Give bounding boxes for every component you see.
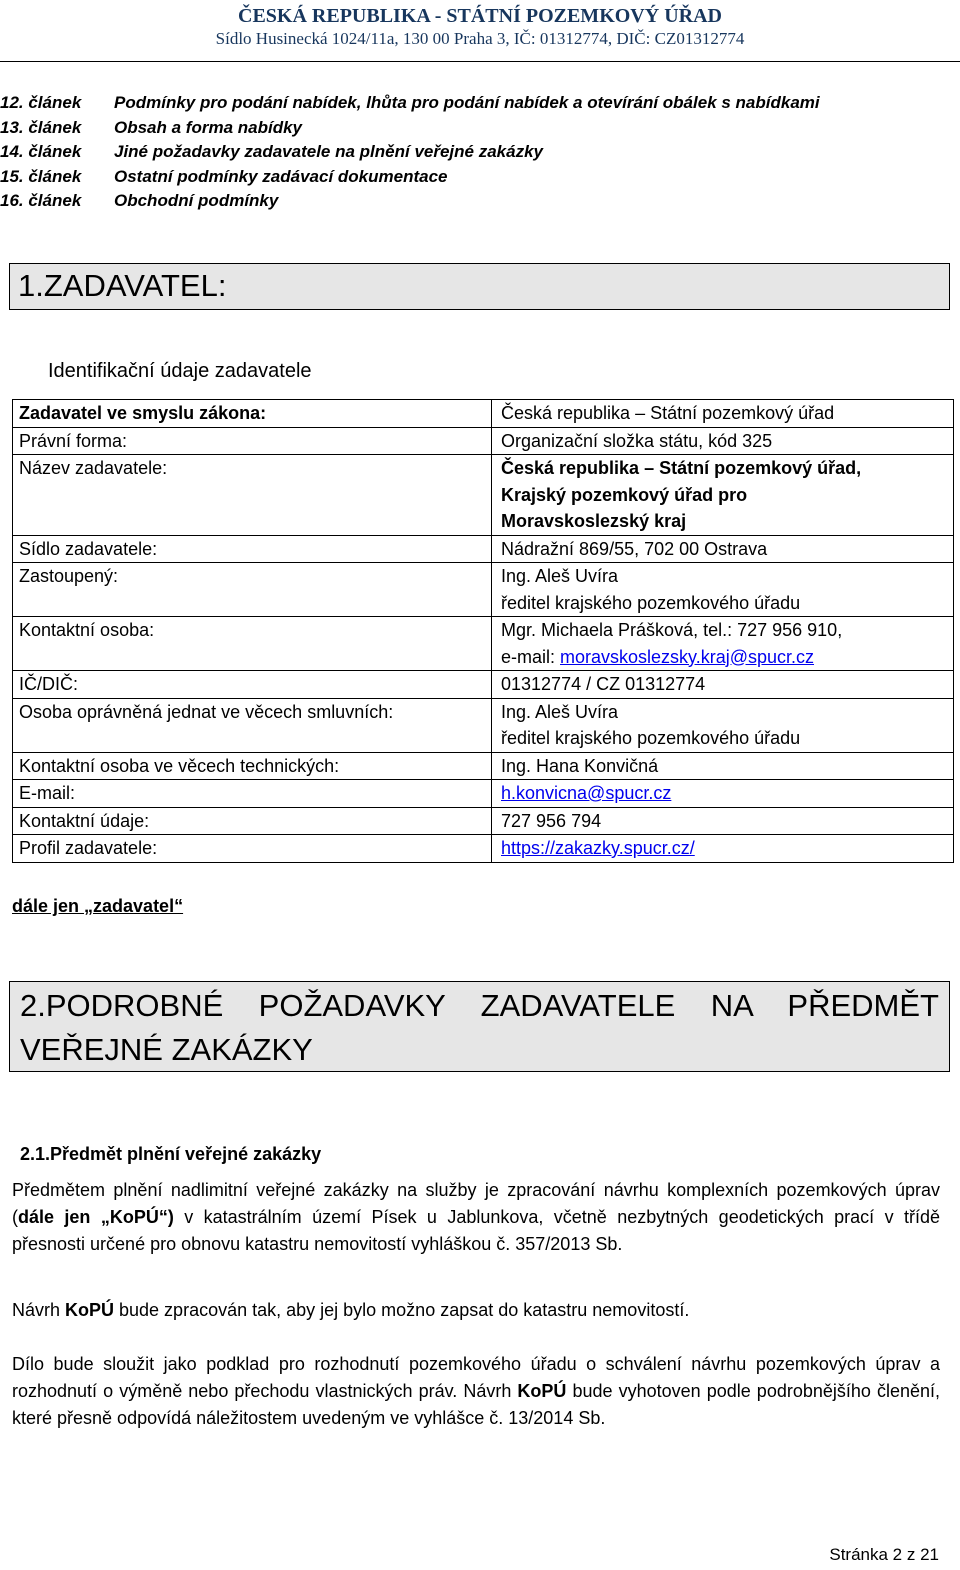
table-of-contents [0,91,960,214]
table-row [13,807,954,835]
row-label: Sídlo zadavatele: [13,535,492,563]
row-label: Kontaktní osoba: [13,617,492,671]
row-value [492,780,954,808]
table-row [13,780,954,808]
row-value: Česká republika – Státní pozemkový úřad [492,400,954,428]
toc-number: 16. článek [0,191,82,211]
paragraph-design [12,1297,940,1324]
value-line: Krajský pozemkový úřad pro [501,484,748,505]
row-label: Kontaktní osoba ve věcech technických: [13,752,492,780]
header-title: ČESKÁ REPUBLIKA - STÁTNÍ POZEMKOVÝ ÚŘAD [238,5,722,27]
table-row [13,752,954,780]
table-row [13,698,954,752]
contracting-authority-table [12,399,954,863]
header-divider [0,61,960,62]
paragraph-purpose [12,1351,940,1432]
text-run: Návrh [12,1300,66,1320]
toc-item [0,140,960,165]
value-line: ředitel krajského pozemkového úřadu [501,592,801,613]
row-value [492,698,954,752]
value-line: Česká republika – Státní pozemkový úřad, [501,458,862,478]
row-label: Zastoupený: [13,563,492,617]
row-value [492,835,954,863]
toc-text: Ostatní podmínky zadávací dokumentace [114,166,448,186]
row-label: Právní forma: [13,427,492,455]
row-value [492,563,954,617]
page-header [0,0,960,50]
table-row [13,400,954,428]
toc-item [0,116,960,141]
row-label: Zadavatel ve smyslu zákona: [13,400,492,428]
toc-text: Podmínky pro podání nabídek, lhůta pro podání nabídek a otevírání obálek s nabídkami [114,93,820,112]
section-1-heading [9,263,950,310]
table-row [13,535,954,563]
row-value [492,617,954,671]
profile-link[interactable]: https://zakazky.spucr.cz/ [501,838,695,858]
identification-subheading: Identifikační údaje zadavatele [48,360,312,382]
page-number: Stránka 2 z 21 [829,1545,939,1564]
toc-text: Obchodní podmínky [114,191,279,211]
table-row [13,835,954,863]
row-value: Organizační složka státu, kód 325 [492,427,954,455]
technical-email-link[interactable]: h.konvicna@spucr.cz [501,783,672,803]
text-run: bude zpracován tak, aby jej bylo možno zapsat do katastru nemovitostí. [114,1300,690,1320]
header-address: Sídlo Husinecká 1024/11a, 130 00 Praha 3, IČ: 01312774, DIČ: CZ01312774 [215,29,745,48]
text-run-bold: KoPÚ [65,1300,115,1320]
value-line: Moravskoslezský kraj [501,511,687,531]
toc-number: 12. článek [0,93,82,112]
row-label: E-mail: [13,780,492,808]
row-label: Název zadavatele: [13,455,492,536]
toc-item [0,91,960,116]
value-line: ředitel krajského pozemkového úřadu [501,728,801,748]
row-label: Kontaktní údaje: [13,807,492,835]
contact-email-link[interactable]: moravskoslezsky.kraj@spucr.cz [560,646,815,667]
row-value [492,455,954,536]
toc-number: 13. článek [0,117,82,137]
table-row [13,563,954,617]
toc-number: 15. článek [0,166,82,186]
section-2-title: 2.PODROBNÉ POŽADAVKY ZADAVATELE NA PŘEDMĚT VEŘEJNÉ ZAKÁZKY [20,988,939,1067]
row-value: Nádražní 869/55, 702 00 Ostrava [492,535,954,563]
text-run-bold: dále jen „KoPÚ“) [18,1207,174,1227]
toc-item [0,165,960,190]
section-2-heading [9,981,950,1072]
text-run: v katastrálním území Písek u Jablunkova, včetně nezbytných geodetických prací v třídě přesnosti určené pro obnovu katastru nemovitostí vyhláškou č. 357/2013 Sb. [12,1207,940,1254]
row-value: Ing. Hana Konvičná [492,752,954,780]
value-line: Mgr. Michaela Prášková, tel.: 727 956 910, [501,620,843,640]
toc-text: Obsah a forma nabídky [114,117,302,137]
text-run: Předmětem plnění nadlimitní veřejné zakázky na služby je zpracování návrhu komplexních pozemkových úprav ( [12,1180,940,1227]
table-row [13,671,954,699]
value-line [501,644,953,671]
toc-number: 14. článek [0,142,82,162]
text-run: bude vyhotoven podle podrobnějšího členění, které přesně odpovídá náležitostem uvedeným ve vyhlášce č. 13/2014 Sb. [12,1381,941,1428]
row-label: IČ/DIČ: [13,671,492,699]
section-1-title: 1.ZADAVATEL: [18,268,227,303]
text-run-bold: KoPÚ [517,1381,567,1401]
row-value: 01312774 / CZ 01312774 [492,671,954,699]
subsection-2-1-title: 2.1.Předmět plnění veřejné zakázky [20,1144,322,1164]
text-run: Dílo bude sloužit jako podklad pro rozhodnutí pozemkového úřadu o schválení návrhu pozemkových úprav a rozhodnutí o výměně nebo přechodu vlastnických práv. Návrh [12,1354,940,1401]
row-value: 727 956 794 [492,807,954,835]
value-line: Ing. Aleš Uvíra [501,566,619,586]
toc-item [0,189,960,214]
paragraph-subject [12,1177,940,1258]
table-row [13,455,954,536]
value-line: Ing. Aleš Uvíra [501,701,619,722]
row-label: Profil zadavatele: [13,835,492,863]
table-row [13,617,954,671]
toc-text: Jiné požadavky zadavatele na plnění veřejné zakázky [114,142,543,162]
row-label: Osoba oprávněná jednat ve věcech smluvních: [13,698,492,752]
email-prefix: e-mail: [501,646,561,667]
dale-jen-note: dále jen „zadavatel“ [12,896,184,916]
table-row [13,427,954,455]
